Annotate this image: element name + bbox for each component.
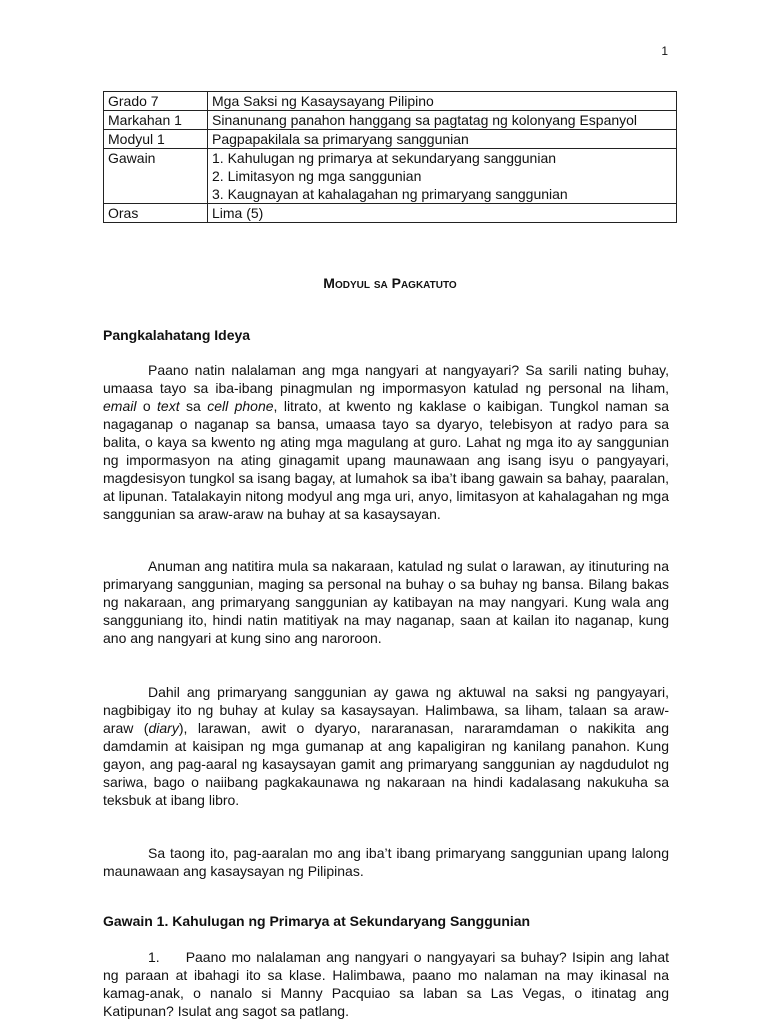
table-value: Mga Saksi ng Kasaysayang Pilipino (208, 92, 677, 111)
table-label: Gawain (104, 149, 208, 204)
table-value: Lima (5) (208, 204, 677, 223)
quarter-text: Sinanunang panahon hanggang sa pagtatag ng kolonyang Espanyol (212, 112, 638, 128)
task-item: 2. Limitasyon ng mga sanggunian (212, 168, 422, 184)
page-number: 1 (661, 44, 668, 58)
paragraph-1 (103, 361, 669, 523)
text-run: ), larawan, awit o dyaryo, nararanasan, nararamdaman o nakikita ang damdamin at kaisipan ng mga gumanap at ang kapaligiran ng kanilang panahon. Kung gayon, ang pag-aaral ng kasaysayan gamit ang primaryang sanggunian ay nagdudulot ng sariwa, bago o naiibang pagkakaunawa ng nakaraan na hindi kadalasang nakukuha sa teksbuk at ibang libro. (103, 720, 669, 808)
text-run-italic: email (103, 398, 137, 414)
text-run-italic: cell phone (207, 398, 274, 414)
text-run: Dahil ang primaryang sanggunian ay gawa ng aktuwal na saksi ng pangyayari, nagbibigay ito ng buhay at kulay sa kasaysayan. Halimbawa, sa liham, talaan sa araw-araw ( (103, 684, 669, 736)
paragraph-text: Sa taong ito, pag-aaralan mo ang iba’t ibang primaryang sanggunian upang lalong maunawaan ang kasaysayan ng Pilipinas. (103, 845, 669, 879)
table-row (104, 204, 677, 223)
task-item: 3. Kaugnayan at kahalagahan ng primaryang sanggunian (212, 186, 568, 202)
text-run-italic: diary (148, 720, 179, 736)
task-item: 1. Kahulugan ng primarya at sekundaryang sanggunian (212, 150, 557, 166)
activity-heading: Gawain 1. Kahulugan ng Primarya at Sekundaryang Sanggunian (103, 913, 531, 929)
table-label: Grado 7 (104, 92, 208, 111)
table-label: Modyul 1 (104, 130, 208, 149)
table-row (104, 92, 677, 111)
table-value: Pagpapakilala sa primaryang sanggunian (208, 130, 677, 149)
paragraph-4 (103, 844, 669, 880)
item-number: 1. (148, 949, 160, 965)
module-title: Modyul sa Pagkatuto (323, 275, 457, 291)
text-run: , litrato, at kwento ng kaklase o kaibigan. Tungkol naman sa nagaganap o naganap sa bansa, umaasa tayo sa dyaryo, telebisyon at radyo para sa balita, o kaya sa kwento ng ating mga magulang at guro. Lahat ng mga ito ay sanggunian ng impormasyon na ating ginagamit upang maunawaan ang isang isyu o pangyayari, magdesisyon tungkol sa isang bagay, at lumahok sa iba’t ibang gawain sa bahay, paaralan, at lipunan. Tatalakayin nitong modyul ang mga uri, anyo, limitasyon at kahalagahan ng mga sanggunian sa araw-araw na buhay at sa kasaysayan. (103, 398, 669, 522)
table-row (104, 111, 677, 130)
section-heading: Pangkalahatang Ideya (103, 327, 251, 343)
text-run-italic: text (157, 398, 180, 414)
paragraph-3 (103, 683, 669, 809)
table-row (104, 130, 677, 149)
task-list (212, 149, 672, 203)
text-run: o (136, 398, 158, 414)
module-info-table (103, 91, 677, 223)
table-row (104, 149, 677, 204)
table-value (208, 111, 677, 130)
paragraph-text: Anuman ang natitira mula sa nakaraan, katulad ng sulat o larawan, ay itinuturing na primaryang sanggunian, maging sa personal na buhay o sa buhay ng bansa. Bilang bakas ng nakaraan, ang primaryang sanggunian ay katibayan na may nangyari. Kung wala ang sangguniang ito, hindi natin matitiyak na may naganap, saan at kailan ito naganap, kung ano ang nangyari at kung sino ang naroroon. (103, 558, 669, 646)
text-run: Paano natin nalalaman ang mga nangyari at nangyayari? Sa sarili nating buhay, umaasa tayo sa iba-ibang pinagmulan ng impormasyon katulad ng personal na liham, (103, 362, 669, 396)
text-run: sa (179, 398, 208, 414)
paragraph-2 (103, 557, 669, 647)
table-label: Oras (104, 204, 208, 223)
item-text: Paano mo nalalaman ang nangyari o nangyayari sa buhay? Isipin ang lahat ng paraan at ibahagi ito sa klase. Halimbawa, paano mo nalaman na may ikinasal na kamag-anak, o nanalo si Manny Pacquiao sa laban sa Las Vegas, o itinatag ang Katipunan? Isulat ang sagot sa patlang. (103, 949, 669, 1019)
task-list-cell (208, 149, 677, 204)
activity-item-1 (103, 948, 669, 1020)
table-label: Markahan 1 (104, 111, 208, 130)
